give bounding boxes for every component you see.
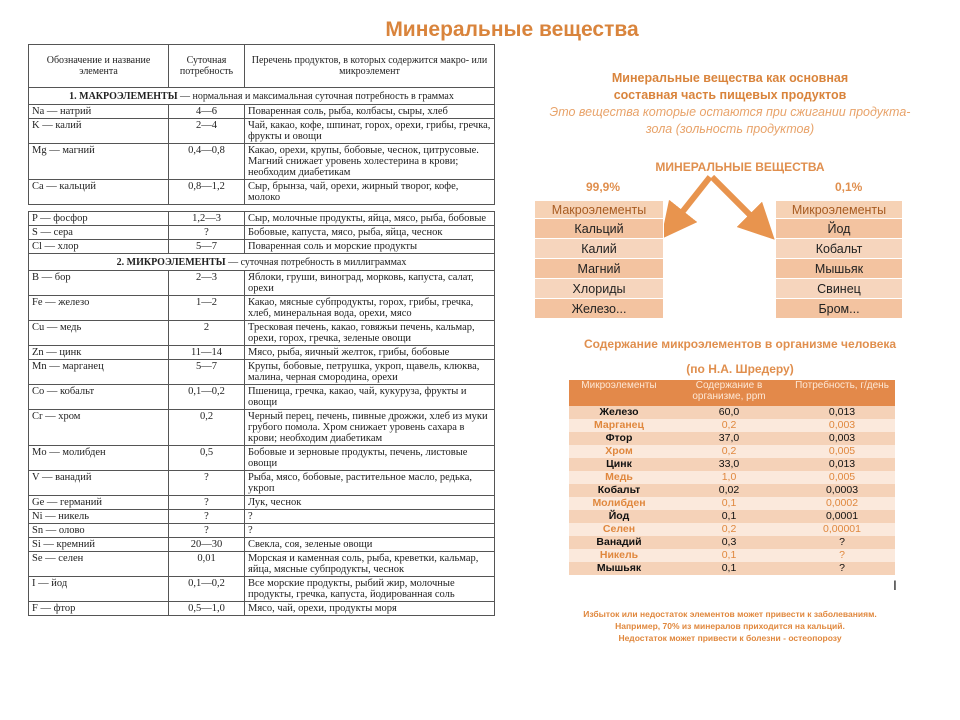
micro-cell-element: Si — кремний (29, 538, 169, 552)
micro-cell-products: Мясо, чай, орехи, продукты моря (245, 602, 495, 616)
arrow-right (712, 177, 762, 227)
micro-cell-element: V — ванадий (29, 471, 169, 496)
list-item (776, 239, 903, 259)
micro-cell-products: Мясо, рыба, яичный желток, грибы, бобовые (245, 346, 495, 360)
micro-cell-products: Рыба, мясо, бобовые, растительное масло, редька, укроп (245, 471, 495, 496)
micro-cell-products: Какао, мясные субпродукты, горох, грибы, гречка, хлеб, минеральная вода, орехи, мясо (245, 296, 495, 321)
micro-row-need: 0,013 (789, 458, 895, 471)
table-row (29, 212, 495, 226)
table-row (29, 410, 495, 446)
macro-cell-products: Поваренная соль и морские продукты (245, 240, 495, 254)
list-item (776, 299, 903, 319)
micro-row-content: 0,2 (669, 523, 789, 536)
list-item (535, 239, 664, 259)
micro-row-name: Цинк (569, 458, 669, 471)
micro-row-need: 0,00001 (789, 523, 895, 536)
micro-row-need: 0,0003 (789, 484, 895, 497)
list-item (776, 279, 903, 299)
micro-row-content: 0,2 (669, 445, 789, 458)
macro-percent: 99,9% (586, 180, 621, 194)
table-row (29, 271, 495, 296)
micro-row-need: 0,005 (789, 471, 895, 484)
intro-line-1: Минеральные вещества как основная (611, 71, 849, 85)
micro-cell-element: Zn — цинк (29, 346, 169, 360)
micro-row-content: 0,2 (669, 419, 789, 432)
box-item-label: Бром... (776, 299, 903, 319)
list-item (776, 259, 903, 279)
micro-row-content: 0,1 (669, 510, 789, 523)
micro-cell-products: Лук, чеснок (245, 496, 495, 510)
micro-cell-element: Cr — хром (29, 410, 169, 446)
mineral-elements-table (28, 44, 495, 616)
micro-cell-need: 2 (169, 321, 245, 346)
table-row (569, 406, 895, 419)
table-row (569, 536, 895, 549)
micro-cell-products: ? (245, 510, 495, 524)
macro-cell-products: Сыр, молочные продукты, яйца, мясо, рыба, бобовые (245, 212, 495, 226)
macro-cell-need: 5—7 (169, 240, 245, 254)
intro-line-3: Это вещества которые остаются при сжигании продукта- (549, 105, 911, 119)
table-row (29, 346, 495, 360)
table-row (29, 105, 495, 119)
section-macro-heading-rest: — нормальная и максимальная суточная потребность в граммах (177, 90, 454, 102)
micro-cell-element: Sn — олово (29, 524, 169, 538)
table-row (29, 226, 495, 240)
micro-row-need: ? (789, 549, 895, 562)
table-row (569, 471, 895, 484)
list-item (535, 259, 664, 279)
micro-row-content: 33,0 (669, 458, 789, 471)
macro-cell-products: Сыр, брынза, чай, орехи, жирный творог, кофе, молоко (245, 180, 495, 205)
table-row (569, 562, 895, 575)
micro-cell-products: Яблоки, груши, виноград, морковь, капуста, салат, орехи (245, 271, 495, 296)
mineral-heading: МИНЕРАЛЬНЫЕ ВЕЩЕСТВА (655, 160, 825, 174)
micro-row-name: Кобальт (569, 484, 669, 497)
micro-cell-need: 5—7 (169, 360, 245, 385)
micro-cell-need: 1—2 (169, 296, 245, 321)
macro-cell-element: P — фосфор (29, 212, 169, 226)
table-row (29, 144, 495, 180)
micro-cell-products: Крупы, бобовые, петрушка, укроп, щавель, клюква, малина, черная смородина, орехи (245, 360, 495, 385)
micro-row-content: 1,0 (669, 471, 789, 484)
column-header-products: Перечень продуктов, в которых содержится макро- или микроэлемент (245, 45, 495, 88)
micro-cell-need: 0,1—0,2 (169, 385, 245, 410)
note-line-3: Недостаток может привести к болезни - остеопорозу (618, 633, 842, 643)
micro-row-content: 37,0 (669, 432, 789, 445)
micro-cell-products: Все морские продукты, рыбий жир, молочные продукты, гречка, капуста, йодированная соль (245, 577, 495, 602)
box-item-label: Кальций (535, 219, 664, 239)
micro-cell-element: Ni — никель (29, 510, 169, 524)
list-item (776, 219, 903, 239)
table-row (569, 419, 895, 432)
micro-cell-products: Свекла, соя, зеленые овощи (245, 538, 495, 552)
micro-cell-products: Пшеница, гречка, какао, чай, кукуруза, фрукты и овощи (245, 385, 495, 410)
micro-row-need: 0,003 (789, 419, 895, 432)
micro-cell-element: Se — селен (29, 552, 169, 577)
box-item-label: Мышьяк (776, 259, 903, 279)
box-item-label: Свинец (776, 279, 903, 299)
micro-row-content: 0,3 (669, 536, 789, 549)
macro-cell-element: K — калий (29, 119, 169, 144)
macro-cell-need: ? (169, 226, 245, 240)
micro-cell-need: 0,5 (169, 446, 245, 471)
note-line-2: Например, 70% из минералов приходится на кальций. (615, 621, 845, 631)
box-item-label: Хлориды (535, 279, 664, 299)
micro-row-need: 0,0001 (789, 510, 895, 523)
micro-row-name: Марганец (569, 419, 669, 432)
table-row (29, 524, 495, 538)
micro-row-name: Хром (569, 445, 669, 458)
micro-cell-products: Морская и каменная соль, рыба, креветки, кальмар, яйца, мясные субпродукты, чеснок (245, 552, 495, 577)
macro-cell-element: Cl — хлор (29, 240, 169, 254)
micro-cell-element: Cu — медь (29, 321, 169, 346)
macro-cell-need: 0,8—1,2 (169, 180, 245, 205)
table-row (29, 602, 495, 616)
section-macro-heading (29, 88, 495, 105)
micro-cell-need: 2—3 (169, 271, 245, 296)
macro-cell-products: Бобовые, капуста, мясо, рыба, яйца, чеснок (245, 226, 495, 240)
table-row (29, 119, 495, 144)
micro-cell-element: B — бор (29, 271, 169, 296)
micro-row-content: 0,1 (669, 497, 789, 510)
section-micro-heading-bold: 2. МИКРОЭЛЕМЕНТЫ (116, 256, 226, 268)
micro-cell-need: 20—30 (169, 538, 245, 552)
macro-cell-element: Ca — кальций (29, 180, 169, 205)
box-item-label: Йод (776, 219, 903, 239)
box-item-label: Кобальт (776, 239, 903, 259)
section-micro-heading (29, 254, 495, 271)
micro-cell-need: 11—14 (169, 346, 245, 360)
section-micro-heading-rest: — суточная потребность в миллиграммах (225, 256, 407, 268)
micro-cell-need: ? (169, 510, 245, 524)
micro-cell-element: Co — кобальт (29, 385, 169, 410)
table-gap (29, 205, 495, 212)
micro-row-name: Молибден (569, 497, 669, 510)
micro-percent: 0,1% (835, 180, 863, 194)
table-row (569, 432, 895, 445)
table-gap-cell (29, 205, 495, 212)
micro-content-title-line-1: Содержание микроэлементов в организме человека (583, 337, 897, 351)
micro-row-name: Мышьяк (569, 562, 669, 575)
macro-cell-element: Mg — магний (29, 144, 169, 180)
macro-elements-box (534, 200, 664, 319)
table-row (29, 321, 495, 346)
micro-row-name: Железо (569, 406, 669, 419)
micro-cell-need: 0,1—0,2 (169, 577, 245, 602)
box-header: Микроэлементы (776, 201, 903, 219)
table-row (29, 296, 495, 321)
micro-cell-element: Mo — молибден (29, 446, 169, 471)
micro-cell-element: Mn — марганец (29, 360, 169, 385)
table-row (29, 446, 495, 471)
macro-cell-element: S — сера (29, 226, 169, 240)
table-row (29, 360, 495, 385)
table-row (569, 549, 895, 562)
table-row (569, 458, 895, 471)
micro-cell-products: Тресковая печень, какао, говяжьи печень, кальмар, орехи, горох, гречка, зеленые овощи (245, 321, 495, 346)
table-row (29, 180, 495, 205)
micro-row-need: 0,003 (789, 432, 895, 445)
table-row (569, 523, 895, 536)
micro-cell-element: Ge — германий (29, 496, 169, 510)
micro-cell-products: Бобовые и зерновые продукты, печень, листовые овощи (245, 446, 495, 471)
macro-cell-element: Na — натрий (29, 105, 169, 119)
table-row (569, 484, 895, 497)
intro-line-2: составная часть пищевых продуктов (613, 88, 847, 102)
box-item-label: Магний (535, 259, 664, 279)
micro-cell-element: Fe — железо (29, 296, 169, 321)
table-row (29, 538, 495, 552)
tick-mark: I (893, 577, 897, 593)
micro-row-name: Фтор (569, 432, 669, 445)
micro-cell-need: 0,5—1,0 (169, 602, 245, 616)
macro-cell-products: Поваренная соль, рыба, колбасы, сыры, хлеб (245, 105, 495, 119)
macro-cell-products: Какао, орехи, крупы, бобовые, чеснок, цитрусовые. Магний снижает уровень холестерина в крови; необходим диабетикам (245, 144, 495, 180)
micro-content-title (540, 332, 940, 382)
micro-row-content: 0,02 (669, 484, 789, 497)
box-header: Макроэлементы (535, 201, 664, 219)
page-title: Минеральные вещества (385, 18, 639, 41)
list-item (535, 279, 664, 299)
micro-row-name: Ванадий (569, 536, 669, 549)
micro-row-need: 0,013 (789, 406, 895, 419)
micro-row-name: Йод (569, 510, 669, 523)
micro-content-table (569, 380, 895, 575)
table-row (29, 471, 495, 496)
macro-cell-products: Чай, какао, кофе, шпинат, горох, орехи, грибы, гречка, фрукты и овощи (245, 119, 495, 144)
micro-header-element: Микроэлементы (569, 380, 669, 406)
table-row (569, 497, 895, 510)
micro-row-name: Никель (569, 549, 669, 562)
column-header-daily-need: Суточная потребность (169, 45, 245, 88)
table-row (29, 552, 495, 577)
table-row (29, 496, 495, 510)
micro-cell-need: ? (169, 471, 245, 496)
column-header-element: Обозначение и название элемента (29, 45, 169, 88)
micro-row-content: 0,1 (669, 562, 789, 575)
table-row (29, 240, 495, 254)
micro-row-need: ? (789, 536, 895, 549)
table-row (29, 510, 495, 524)
micro-cell-need: 0,2 (169, 410, 245, 446)
table-row (29, 577, 495, 602)
micro-cell-need: 0,01 (169, 552, 245, 577)
intro-line-4: зола (зольность продуктов) (645, 122, 815, 136)
micro-row-need: 0,0002 (789, 497, 895, 510)
macro-cell-need: 0,4—0,8 (169, 144, 245, 180)
box-header-row (535, 201, 664, 219)
macro-cell-need: 2—4 (169, 119, 245, 144)
micro-cell-element: F — фтор (29, 602, 169, 616)
micro-cell-products: Черный перец, печень, пивные дрожжи, хлеб из муки грубого помола. Хром снижает уровень сахара в крови; необходим диабетикам (245, 410, 495, 446)
micro-header-need: Потребность, г/день (789, 380, 895, 406)
note-text (560, 608, 900, 644)
table-row (569, 445, 895, 458)
micro-elements-box (775, 200, 903, 319)
micro-row-name: Медь (569, 471, 669, 484)
section-macro-heading-bold: 1. МАКРОЭЛЕМЕНТЫ (69, 90, 178, 102)
intro-text (520, 70, 940, 138)
micro-cell-need: ? (169, 524, 245, 538)
table-row (569, 510, 895, 523)
micro-row-name: Селен (569, 523, 669, 536)
table-row (29, 385, 495, 410)
box-item-label: Железо... (535, 299, 664, 319)
micro-header-content: Содержание в организме, ppm (669, 380, 789, 406)
micro-row-need: 0,005 (789, 445, 895, 458)
micro-content-title-line-2: (по Н.А. Шредеру) (686, 362, 794, 376)
box-item-label: Калий (535, 239, 664, 259)
list-item (535, 219, 664, 239)
micro-row-content: 0,1 (669, 549, 789, 562)
macro-cell-need: 4—6 (169, 105, 245, 119)
micro-row-content: 60,0 (669, 406, 789, 419)
micro-row-need: ? (789, 562, 895, 575)
macro-cell-need: 1,2—3 (169, 212, 245, 226)
micro-cell-products: ? (245, 524, 495, 538)
list-item (535, 299, 664, 319)
box-header-row (776, 201, 903, 219)
arrow-left (672, 177, 710, 225)
note-line-1: Избыток или недостаток элементов может привести к заболеваниям. (583, 609, 877, 619)
micro-cell-element: I — йод (29, 577, 169, 602)
micro-cell-need: ? (169, 496, 245, 510)
